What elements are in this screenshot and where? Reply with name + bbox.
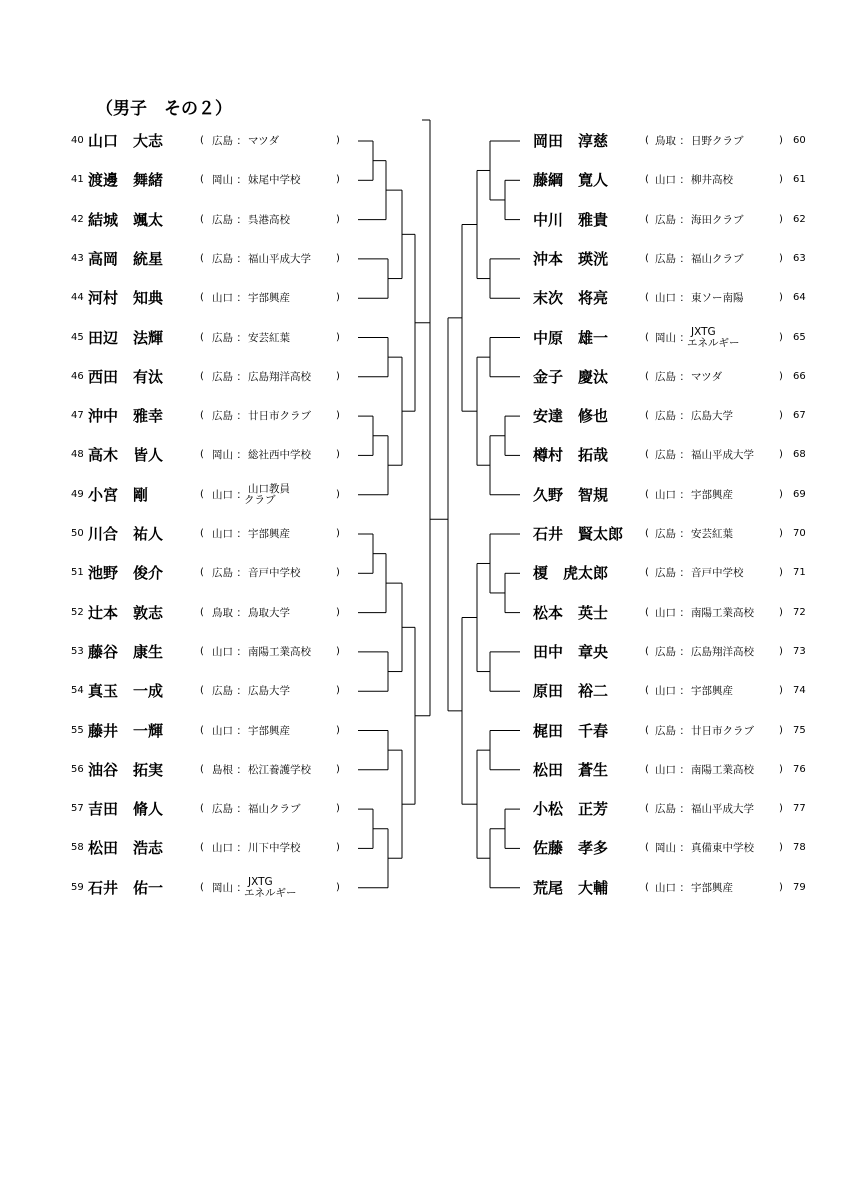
player-name: 真玉 一成 (88, 682, 164, 701)
club-name: 福山平成大学 (248, 252, 311, 265)
entry-number: 70 (793, 528, 806, 539)
prefecture: 広島 ： (655, 567, 690, 580)
close-paren: ) (779, 174, 783, 186)
player-name: 中原 雄一 (533, 328, 609, 347)
prefecture: 広島 ： (655, 213, 690, 226)
close-paren: ) (779, 213, 783, 225)
close-paren: ) (779, 410, 783, 422)
close-paren: ) (336, 252, 340, 264)
close-paren: ) (336, 410, 340, 422)
player-name: 河村 知典 (88, 289, 164, 308)
open-paren: ( (645, 213, 649, 225)
club-name: マツダ (248, 135, 280, 147)
close-paren: ) (336, 842, 340, 854)
open-paren: ( (200, 842, 204, 854)
prefecture: 山口 ： (212, 292, 247, 305)
club-name: 安芸紅葉 (691, 528, 733, 540)
prefecture: 岡山 ： (655, 842, 690, 855)
entry-number: 54 (71, 685, 84, 697)
club-name: 宇部興産 (691, 881, 733, 894)
club-name: 柳井高校 (691, 174, 733, 187)
prefecture: 岡山 ： (655, 331, 690, 344)
prefecture: 広島 ： (212, 803, 247, 816)
open-paren: ( (645, 292, 649, 304)
open-paren: ( (200, 174, 204, 186)
player-name: 久野 智規 (533, 485, 609, 504)
entry-number: 68 (793, 449, 806, 461)
open-paren: ( (645, 803, 649, 815)
club-name: 真備東中学校 (691, 842, 754, 855)
entry-number: 45 (71, 331, 84, 343)
club-name: 広島翔洋高校 (691, 645, 754, 658)
open-paren: ( (200, 567, 204, 579)
close-paren: ) (336, 567, 340, 579)
club-name-line2: エネルギー (244, 886, 297, 899)
club-name: 海田クラブ (691, 213, 744, 226)
page-title: （男子 その２） (96, 99, 232, 119)
open-paren: ( (200, 606, 204, 618)
club-name: 総社西中学校 (248, 449, 311, 462)
close-paren: ) (779, 645, 783, 657)
club-name-line1: JXTG (691, 325, 716, 338)
open-paren: ( (200, 528, 204, 539)
entry-number: 61 (793, 174, 806, 186)
open-paren: ( (200, 410, 204, 422)
club-name-line1: JXTG (248, 875, 273, 888)
close-paren: ) (336, 449, 340, 461)
prefecture: 山口 ： (655, 174, 690, 187)
close-paren: ) (336, 606, 340, 618)
prefecture: 岡山 ： (212, 174, 247, 187)
open-paren: ( (645, 449, 649, 461)
entry-number: 66 (793, 370, 806, 382)
close-paren: ) (779, 449, 783, 461)
prefecture: 山口 ： (655, 763, 690, 776)
close-paren: ) (779, 252, 783, 264)
open-paren: ( (645, 252, 649, 264)
player-name: 山口 大志 (88, 132, 164, 150)
entry-number: 52 (71, 606, 84, 618)
player-name: 池野 俊介 (88, 564, 164, 583)
club-name: 宇部興産 (691, 488, 733, 501)
prefecture: 広島 ： (212, 685, 247, 698)
close-paren: ) (779, 685, 783, 697)
prefecture: 山口 ： (212, 488, 247, 501)
entry-number: 57 (71, 803, 84, 815)
prefecture: 山口 ： (212, 724, 247, 737)
player-name: 原田 裕二 (533, 682, 609, 701)
close-paren: ) (779, 881, 783, 893)
entry-number: 67 (793, 410, 806, 422)
club-name: 福山クラブ (691, 252, 744, 265)
player-name: 松本 英士 (533, 603, 609, 622)
entry-number: 53 (71, 645, 84, 657)
entry-number: 41 (71, 174, 84, 186)
entry-number: 47 (71, 410, 84, 422)
entry-number: 77 (793, 803, 806, 815)
player-name: 安達 修也 (533, 407, 609, 426)
prefecture: 山口 ： (655, 606, 690, 619)
club-name: 日野クラブ (691, 135, 744, 147)
player-name: 小松 正芳 (533, 800, 609, 819)
close-paren: ) (779, 567, 783, 579)
close-paren: ) (779, 488, 783, 500)
entry-number: 71 (793, 567, 806, 579)
club-name: 呉港高校 (248, 213, 290, 226)
entry-number: 43 (71, 252, 84, 264)
open-paren: ( (200, 763, 204, 775)
open-paren: ( (645, 174, 649, 186)
open-paren: ( (645, 528, 649, 539)
club-name: 音戸中学校 (691, 567, 744, 580)
open-paren: ( (645, 331, 649, 343)
prefecture: 広島 ： (212, 567, 247, 580)
prefecture: 山口 ： (212, 842, 247, 855)
prefecture: 岡山 ： (212, 449, 247, 462)
entry-number: 73 (793, 645, 806, 657)
player-name: 田辺 法輝 (88, 328, 164, 347)
player-name: 松田 蒼生 (533, 760, 609, 779)
entry-number: 78 (793, 842, 806, 854)
open-paren: ( (200, 488, 204, 500)
entry-number: 60 (793, 135, 806, 146)
club-name: 広島大学 (691, 410, 733, 423)
entry-number: 75 (793, 724, 806, 736)
close-paren: ) (779, 763, 783, 775)
club-name: 廿日市クラブ (248, 410, 311, 423)
player-name: 高岡 統星 (88, 249, 164, 268)
open-paren: ( (645, 763, 649, 775)
prefecture: 鳥取 ： (655, 135, 690, 147)
player-name: 藤谷 康生 (88, 642, 164, 661)
prefecture: 広島 ： (655, 645, 690, 658)
entry-number: 51 (71, 567, 84, 579)
open-paren: ( (645, 370, 649, 382)
club-name: 音戸中学校 (248, 567, 301, 580)
club-name: 廿日市クラブ (691, 724, 754, 737)
entry-number: 62 (793, 213, 806, 225)
player-name: 金子 慶汰 (533, 367, 609, 386)
open-paren: ( (645, 567, 649, 579)
player-name: 沖中 雅幸 (88, 407, 164, 426)
club-name: 南陽工業高校 (248, 645, 311, 658)
close-paren: ) (779, 724, 783, 736)
club-name: 安芸紅葉 (248, 331, 290, 344)
prefecture: 広島 ： (212, 331, 247, 344)
prefecture: 広島 ： (655, 370, 690, 383)
club-name: 宇部興産 (691, 685, 733, 698)
entry-number: 58 (71, 842, 84, 854)
close-paren: ) (336, 213, 340, 225)
club-name: 南陽工業高校 (691, 606, 754, 619)
player-name: 石井 賢太郎 (533, 525, 624, 543)
player-name: 沖本 瑛洸 (533, 249, 609, 268)
close-paren: ) (336, 803, 340, 815)
prefecture: 広島 ： (212, 410, 247, 423)
prefecture: 広島 ： (655, 724, 690, 737)
player-name: 中川 雅貴 (533, 210, 609, 229)
open-paren: ( (645, 488, 649, 500)
open-paren: ( (645, 606, 649, 618)
club-name: 宇部興産 (248, 528, 290, 540)
open-paren: ( (200, 292, 204, 304)
entry-number: 49 (71, 488, 84, 500)
prefecture: 広島 ： (655, 803, 690, 816)
player-name: 末次 将亮 (533, 289, 609, 308)
close-paren: ) (336, 488, 340, 500)
player-name: 松田 浩志 (88, 839, 164, 858)
club-name: 福山平成大学 (691, 449, 754, 462)
open-paren: ( (645, 135, 649, 146)
entry-number: 42 (71, 213, 84, 225)
club-name: 福山クラブ (248, 803, 301, 816)
player-name: 結城 颯太 (88, 210, 164, 229)
player-name: 藤綱 寛人 (533, 171, 609, 190)
open-paren: ( (200, 135, 204, 146)
close-paren: ) (779, 842, 783, 854)
player-name: 渡邊 舞緒 (88, 171, 164, 190)
entry-number: 64 (793, 292, 806, 304)
prefecture: 岡山 ： (212, 881, 247, 894)
player-name: 岡田 淳慈 (533, 132, 609, 150)
entry-number: 50 (71, 528, 84, 539)
close-paren: ) (336, 645, 340, 657)
player-name: 梶田 千春 (533, 721, 609, 740)
club-name: 南陽工業高校 (691, 763, 754, 776)
close-paren: ) (779, 606, 783, 618)
close-paren: ) (336, 881, 340, 893)
entry-number: 59 (71, 881, 84, 893)
player-name: 小宮 剛 (88, 485, 149, 504)
open-paren: ( (200, 881, 204, 893)
open-paren: ( (645, 881, 649, 893)
open-paren: ( (200, 370, 204, 382)
open-paren: ( (200, 645, 204, 657)
player-name: 高木 皆人 (88, 446, 164, 465)
close-paren: ) (336, 370, 340, 382)
player-name: 佐藤 孝多 (533, 839, 609, 858)
open-paren: ( (645, 410, 649, 422)
open-paren: ( (200, 331, 204, 343)
close-paren: ) (779, 370, 783, 382)
open-paren: ( (200, 252, 204, 264)
close-paren: ) (336, 528, 340, 539)
entry-number: 48 (71, 449, 84, 461)
entry-number: 76 (793, 763, 806, 775)
open-paren: ( (200, 803, 204, 815)
prefecture: 鳥取 ： (212, 606, 247, 619)
entry-number: 74 (793, 685, 806, 697)
player-name: 石井 佑一 (88, 878, 164, 897)
open-paren: ( (645, 685, 649, 697)
open-paren: ( (645, 724, 649, 736)
entry-number: 65 (793, 331, 806, 343)
club-name-line2: エネルギー (687, 336, 740, 349)
prefecture: 山口 ： (212, 528, 247, 540)
entry-number: 79 (793, 881, 806, 893)
player-name: 荒尾 大輔 (533, 878, 609, 897)
prefecture: 島根 ： (212, 763, 247, 776)
open-paren: ( (200, 724, 204, 736)
close-paren: ) (336, 763, 340, 775)
open-paren: ( (645, 645, 649, 657)
close-paren: ) (336, 685, 340, 697)
close-paren: ) (336, 331, 340, 343)
club-name: 広島翔洋高校 (248, 370, 311, 383)
prefecture: 広島 ： (212, 213, 247, 226)
prefecture: 山口 ： (655, 685, 690, 698)
open-paren: ( (200, 685, 204, 697)
prefecture: 広島 ： (212, 370, 247, 383)
club-name: 宇部興産 (248, 724, 290, 737)
club-name: 宇部興産 (248, 292, 290, 305)
prefecture: 広島 ： (655, 449, 690, 462)
club-name: 妹尾中学校 (248, 174, 301, 187)
player-name: 辻本 敦志 (88, 603, 164, 622)
open-paren: ( (645, 842, 649, 854)
entry-number: 46 (71, 370, 84, 382)
close-paren: ) (779, 331, 783, 343)
close-paren: ) (336, 174, 340, 186)
club-name: 広島大学 (248, 685, 290, 698)
close-paren: ) (779, 803, 783, 815)
entry-number: 44 (71, 292, 84, 304)
player-name: 吉田 脩人 (88, 800, 164, 819)
close-paren: ) (779, 292, 783, 304)
entry-number: 72 (793, 606, 806, 618)
prefecture: 広島 ： (212, 252, 247, 265)
prefecture: 山口 ： (655, 488, 690, 501)
club-name: 松江養護学校 (248, 763, 311, 776)
close-paren: ) (336, 135, 340, 146)
open-paren: ( (200, 213, 204, 225)
close-paren: ) (336, 292, 340, 304)
club-name: 川下中学校 (248, 842, 301, 855)
club-name: マツダ (691, 370, 723, 383)
entry-number: 40 (71, 135, 84, 146)
prefecture: 山口 ： (212, 645, 247, 658)
prefecture: 山口 ： (655, 292, 690, 305)
prefecture: 山口 ： (655, 881, 690, 894)
club-name: 福山平成大学 (691, 803, 754, 816)
player-name: 榎 虎太郎 (533, 564, 609, 583)
entry-number: 63 (793, 252, 806, 264)
player-name: 油谷 拓実 (88, 760, 164, 779)
prefecture: 広島 ： (655, 410, 690, 423)
entry-number: 55 (71, 724, 84, 736)
prefecture: 広島 ： (655, 528, 690, 540)
player-name: 川合 祐人 (88, 525, 164, 543)
player-name: 西田 有汰 (88, 367, 164, 386)
close-paren: ) (336, 724, 340, 736)
club-name: 鳥取大学 (248, 606, 290, 619)
entry-number: 69 (793, 488, 806, 500)
prefecture: 広島 ： (655, 252, 690, 265)
close-paren: ) (779, 135, 783, 146)
prefecture: 広島 ： (212, 135, 247, 147)
club-name: 東ソー南陽 (691, 292, 744, 305)
entry-number: 56 (71, 763, 84, 775)
close-paren: ) (779, 528, 783, 539)
open-paren: ( (200, 449, 204, 461)
club-name-line2: クラブ (244, 493, 276, 506)
player-name: 樽村 拓哉 (533, 446, 609, 465)
player-name: 藤井 一輝 (88, 721, 164, 740)
club-name-line1: 山口教員 (248, 482, 290, 495)
player-name: 田中 章央 (533, 642, 609, 661)
